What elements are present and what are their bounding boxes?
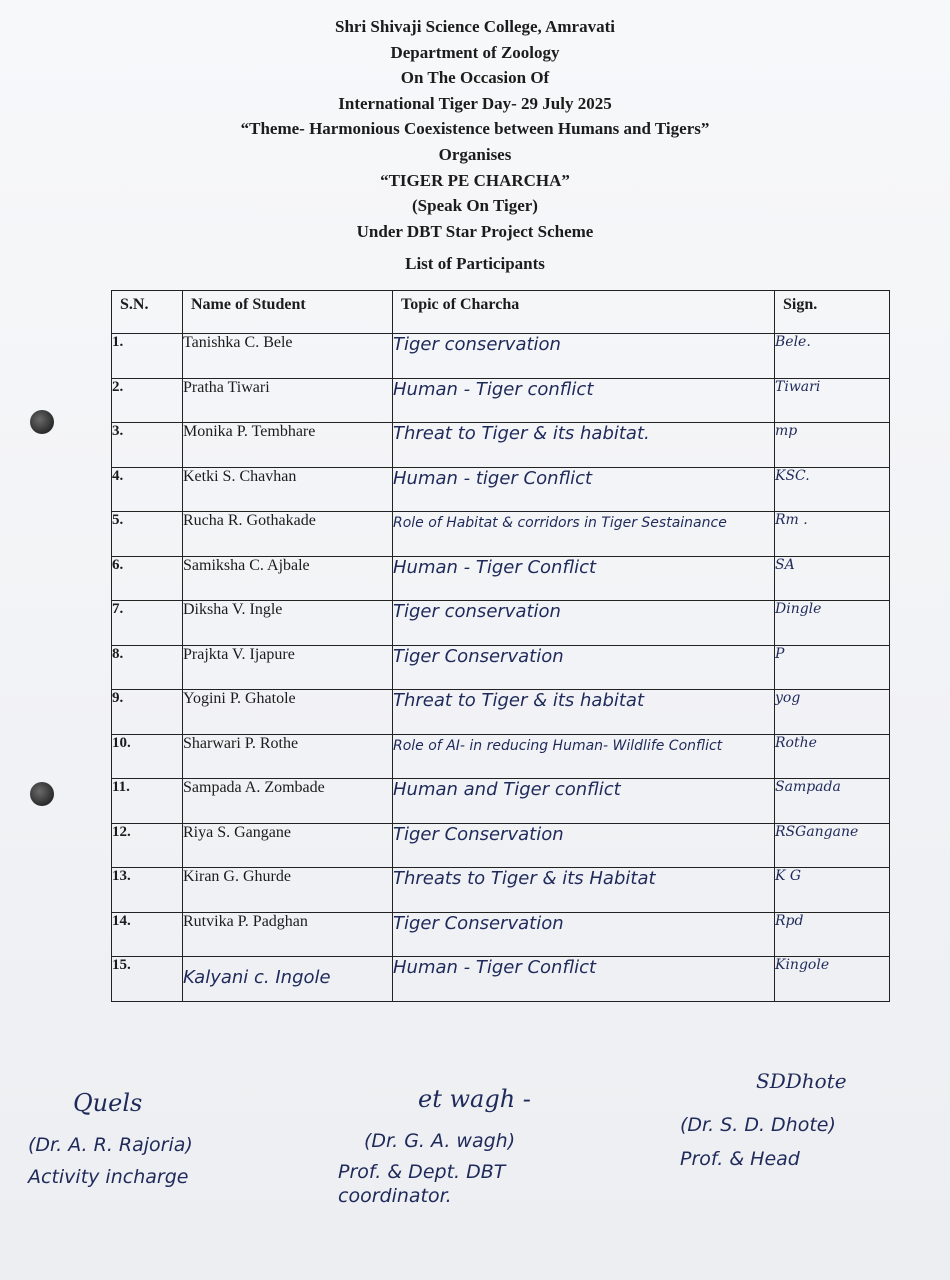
theme-line: “Theme- Harmonious Coexistence between Humans and Tigers” [240,119,710,139]
signatory-name: (Dr. G. A. wagh) [364,1130,516,1152]
column-header-sign: Sign. [775,291,890,334]
table-row [112,556,890,601]
table-row [112,734,890,779]
participants-table [111,290,890,1002]
table-row [112,334,890,379]
table-row [112,423,890,468]
signature: K G [775,868,890,913]
signature: yog [775,690,890,735]
signature: Dingle [775,601,890,646]
handwritten-signature: SDDhote [756,1069,847,1093]
programme-subtitle: (Speak On Tiger) [412,196,538,216]
student-name: Prajkta V. Ijapure [183,645,393,690]
serial-number: 15. [112,957,183,1002]
event-day: International Tiger Day- 29 July 2025 [338,93,612,113]
charcha-topic: Threat to Tiger & its habitat [393,690,775,735]
charcha-topic: Tiger Conservation [393,912,775,957]
charcha-topic: Human - Tiger conflict [393,378,775,423]
signature: Kingole [775,957,890,1002]
column-header-name: Name of Student [183,291,393,334]
serial-number: 6. [112,556,183,601]
signature: Rpd [775,912,890,957]
serial-number: 9. [112,690,183,735]
serial-number: 2. [112,378,183,423]
student-name: Riya S. Gangane [183,823,393,868]
charcha-topic: Human - tiger Conflict [393,467,775,512]
student-name: Kiran G. Ghurde [183,868,393,913]
serial-number: 14. [112,912,183,957]
charcha-topic: Tiger conservation [393,334,775,379]
table-row [112,601,890,646]
list-title: List of Participants [405,254,545,273]
signature: Tiwari [775,378,890,423]
charcha-topic: Role of Habitat & corridors in Tiger Sestainance [393,512,775,557]
student-name: Kalyani c. Ingole [183,957,393,1002]
charcha-topic: Tiger conservation [393,601,775,646]
table-row [112,690,890,735]
column-header-sn: S.N. [112,291,183,334]
serial-number: 8. [112,645,183,690]
charcha-topic: Human - Tiger Conflict [393,556,775,601]
signatory-name: (Dr. A. R. Rajoria) [28,1134,193,1156]
serial-number: 12. [112,823,183,868]
signature: KSC. [775,467,890,512]
occasion-line: On The Occasion Of [400,68,550,88]
signature: Rothe [775,734,890,779]
table-row [112,779,890,824]
signatory-head [680,1068,847,1172]
signatory-role: Activity incharge [28,1166,189,1188]
charcha-topic: Role of AI- in reducing Human- Wildlife Conflict [393,734,775,779]
student-name: Pratha Tiwari [183,378,393,423]
signature: Rm . [775,512,890,557]
student-name: Yogini P. Ghatole [183,690,393,735]
handwritten-signature: Quels [73,1089,143,1117]
serial-number: 4. [112,467,183,512]
college-name: Shri Shivaji Science College, Amravati [334,17,615,36]
signatory-role: Prof. & Head [680,1148,800,1170]
student-name: Tanishka C. Bele [183,334,393,379]
serial-number: 13. [112,868,183,913]
charcha-topic: Threat to Tiger & its habitat. [393,423,775,468]
signature: Bele. [775,334,890,379]
signature: Sampada [775,779,890,824]
student-name: Rutvika P. Padghan [183,912,393,957]
student-name: Diksha V. Ingle [183,601,393,646]
table-row [112,823,890,868]
student-name: Samiksha C. Ajbale [183,556,393,601]
signature: mp [775,423,890,468]
charcha-topic: Human - Tiger Conflict [393,957,775,1002]
scheme-line: Under DBT Star Project Scheme [356,221,594,241]
table-row [112,912,890,957]
student-name: Rucha R. Gothakade [183,512,393,557]
signatory-role: Prof. & Dept. DBT coordinator. [338,1161,506,1207]
column-header-topic: Topic of Charcha [393,291,775,334]
serial-number: 10. [112,734,183,779]
table-row [112,868,890,913]
serial-number: 3. [112,423,183,468]
table-header-row [112,291,890,334]
department-name: Department of Zoology [390,42,560,62]
serial-number: 7. [112,601,183,646]
document-header [0,14,950,244]
serial-number: 5. [112,512,183,557]
student-name: Ketki S. Chavhan [183,467,393,512]
programme-title: “TIGER PE CHARCHA” [380,170,570,190]
serial-number: 11. [112,779,183,824]
signatory-dbt-coordinator [338,1086,568,1208]
serial-number: 1. [112,334,183,379]
punch-hole [30,410,54,434]
student-name: Monika P. Tembhare [183,423,393,468]
signature: SA [775,556,890,601]
charcha-topic: Tiger Conservation [393,823,775,868]
student-name: Sharwari P. Rothe [183,734,393,779]
table-row [112,645,890,690]
charcha-topic: Threats to Tiger & its Habitat [393,868,775,913]
signatory-name: (Dr. S. D. Dhote) [680,1114,836,1136]
table-row [112,378,890,423]
charcha-topic: Tiger Conservation [393,645,775,690]
table-row [112,957,890,1002]
table-row [112,512,890,557]
table-row [112,467,890,512]
signature: RSGangane [775,823,890,868]
organises-line: Organises [438,144,512,164]
punch-hole [30,782,54,806]
signatory-activity-incharge [28,1090,193,1190]
student-name: Sampada A. Zombade [183,779,393,824]
handwritten-signature: et wagh - [418,1085,531,1113]
charcha-topic: Human and Tiger conflict [393,779,775,824]
signature: P [775,645,890,690]
